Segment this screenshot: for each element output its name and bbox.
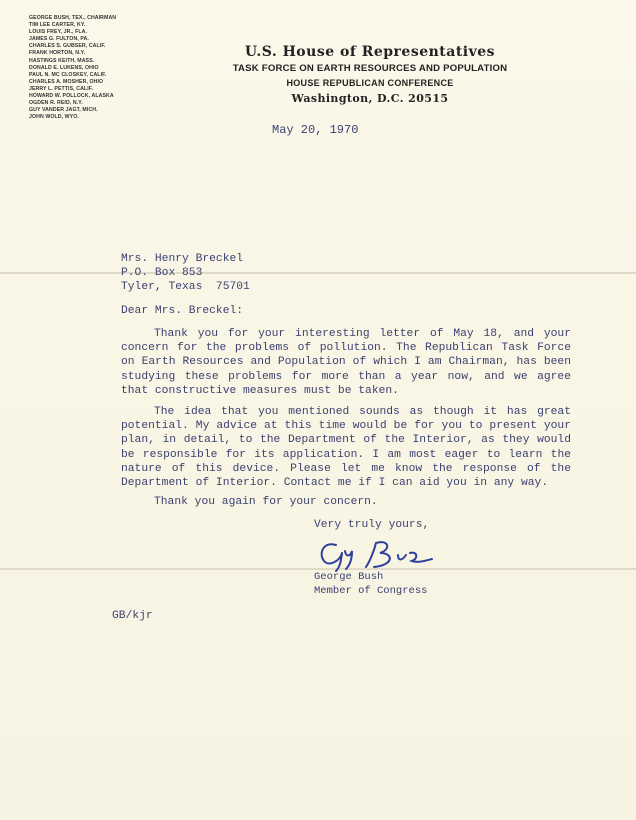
member-name: HOWARD W. POLLOCK, ALASKA (29, 93, 114, 100)
paper-fold-line (0, 272, 636, 274)
address-line: P.O. Box 853 (121, 267, 203, 279)
letterhead-conference: HOUSE REPUBLICAN CONFERENCE (286, 78, 454, 88)
address-line: Mrs. Henry Breckel (121, 253, 244, 265)
member-name: HASTINGS KEITH, MASS. (29, 57, 95, 64)
member-name: TIM LEE CARTER, KY. (29, 22, 86, 29)
signer-name: George Bush (314, 571, 384, 583)
member-name: CHARLES A. MOSHER, OHIO (29, 78, 104, 85)
address-line: Tyler, Texas 75701 (121, 281, 250, 293)
member-name: GUY VANDER JAGT, MICH. (29, 107, 98, 114)
recipient-address (121, 252, 250, 294)
task-force-member-list (29, 15, 149, 121)
body-paragraph: Thank you for your interesting letter of May 18, and your concern for the problems of pollution. The Republican Task Force on Earth Resources and Population of which I am Chairman, has been studying these problems for more than a year now, and we agree that constructive measures must be taken. (121, 328, 571, 397)
letterhead-subtitle: TASK FORCE ON EARTH RESOURCES AND POPULATION (232, 63, 508, 74)
member-name: LOUIS FREY, JR., FLA. (29, 29, 88, 36)
member-name: OGDEN R. REID, N.Y. (29, 100, 83, 107)
member-name: JAMES G. FULTON, PA. (29, 36, 89, 43)
letter-date: May 20, 1970 (272, 123, 359, 137)
member-name: JOHN WOLD, WYO. (29, 114, 79, 121)
member-name: GEORGE BUSH, TEX., CHAIRMAN (29, 15, 117, 21)
letterhead-city: Washington, D.C. 20515 (291, 92, 449, 105)
member-name: JERRY L. PETTIS, CALIF. (29, 85, 93, 92)
body-paragraph: Thank you again for your concern. (154, 496, 378, 508)
body-paragraph: The idea that you mentioned sounds as though it has great potential. My advice at this time would be for you to present your plan, in detail, to the Department of the Interior, as they would be responsible for its application. I am most eager to learn the nature of this device. Please let me know the response of the Department of Interior. Contact me if I can aid you in any way. (121, 406, 571, 490)
reference-initials: GB/kjr (112, 610, 153, 622)
salutation: Dear Mrs. Breckel: (121, 305, 244, 317)
closing: Very truly yours, (314, 519, 430, 531)
letterhead (150, 44, 590, 105)
member-name: CHARLES S. GUBSER, CALIF. (29, 43, 106, 50)
member-name: PAUL N. MC CLOSKEY, CALIF. (29, 71, 107, 78)
letterhead-title: U.S. House of Representatives (244, 44, 496, 60)
signer-title: Member of Congress (314, 585, 428, 597)
member-name: FRANK HORTON, N.Y. (29, 50, 86, 57)
signer-block (314, 570, 427, 598)
member-name: DONALD E. LUKENS, OHIO (29, 64, 99, 71)
handwritten-signature (314, 531, 444, 573)
